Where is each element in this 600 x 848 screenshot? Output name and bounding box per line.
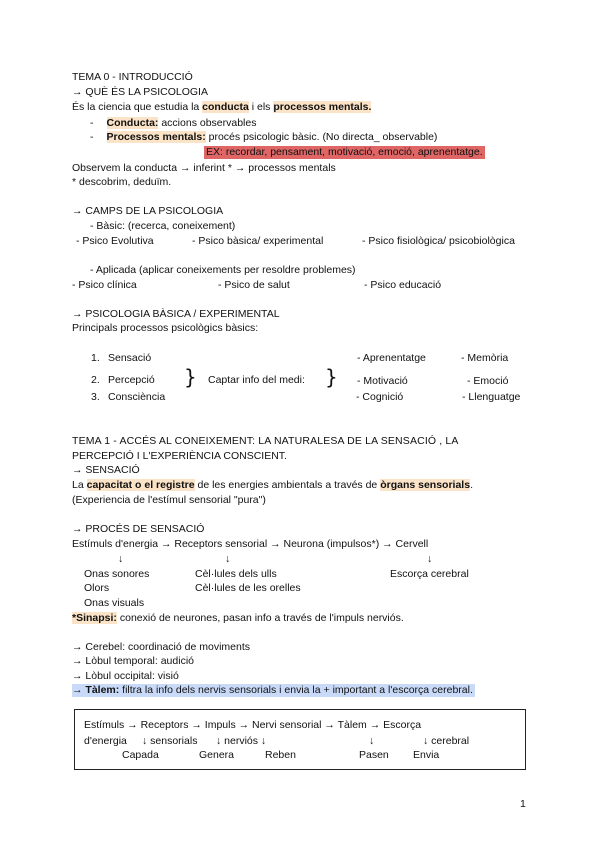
def-processos: processos mentals.	[273, 101, 372, 113]
process-right-item: - Memòria	[461, 352, 509, 364]
basic-item: - Psico fisiològica/ psicobiològica	[362, 235, 515, 247]
receptor-item: Cèl·lules de les orelles	[195, 582, 301, 594]
brain-cerebel: → Cerebel: coordinació de moviments	[72, 641, 250, 653]
box-row1: Estímuls → Receptors → Impuls → Nervi sensorial → Tàlem → Escorça	[84, 719, 422, 731]
footnote-line: * descobrim, deduïm.	[72, 176, 172, 188]
bullet-dash: -	[90, 131, 94, 143]
sens-organs: òrgans sensorials	[380, 479, 471, 491]
camps-basic: - Bàsic: (recerca, coneixement)	[90, 220, 236, 232]
process-right-item: - Cognició	[356, 391, 404, 403]
conducta-text: accions observables	[158, 117, 257, 129]
sensacio-def	[72, 479, 473, 492]
applied-item: - Psico educació	[364, 279, 442, 291]
receptor-item: Cèl·lules dels ulls	[195, 568, 277, 580]
stimulus-item: Onas sonores	[84, 568, 150, 580]
proces-chain: Estímuls d'energia → Receptors sensorial → Neurona (impulsos*) → Cervell	[72, 538, 429, 550]
box-row2-part: ↓ nerviós ↓	[216, 735, 267, 747]
talem-pre: →	[72, 684, 86, 696]
process-num: 3.	[91, 391, 100, 403]
tema1-title-line2: PERCEPCIÓ I L'EXPERIÈNCIA CONSCIENT.	[72, 450, 287, 462]
box-row3-item: Reben	[265, 749, 296, 761]
bullet-conducta	[90, 117, 256, 130]
basic-item: - Psico Evolutiva	[76, 235, 154, 247]
tema0-title: TEMA 0 - INTRODUCCIÓ	[72, 71, 193, 83]
brain-occipital: → Lòbul occipital: visió	[72, 670, 179, 682]
example-highlight: EX: recordar, pensament, motivació, emoció, aprenentatge.	[206, 146, 483, 158]
section-proces: → PROCÉS DE SENSACIÓ	[72, 523, 205, 535]
page-number: 1	[520, 798, 526, 810]
sinapsi-label: *Sinapsi:	[72, 612, 117, 624]
box-row2-part: ↓ sensorials	[142, 735, 198, 747]
section-camps: → CAMPS DE LA PSICOLOGIA	[72, 205, 224, 217]
process-right-item: - Llenguatge	[462, 391, 521, 403]
process-num: 2.	[91, 374, 100, 386]
escorca-label: Escorça cerebral	[390, 568, 469, 580]
sens-pre: La	[72, 479, 87, 491]
box-row2-part: ↓ cerebral	[423, 735, 470, 747]
bullet-processos	[90, 131, 437, 144]
brace-close: }	[325, 365, 338, 389]
brace-open: }	[184, 365, 197, 389]
stimulus-item: Onas visuals	[84, 597, 145, 609]
process-num: 1.	[91, 352, 100, 364]
box-row3-item: Capada	[122, 749, 159, 761]
process-right-item: - Motivació	[357, 375, 408, 387]
box-row3-item: Pasen	[359, 749, 389, 761]
talem-label: Tàlem:	[85, 684, 120, 696]
process-item: Consciència	[108, 391, 166, 403]
sensacio-note: (Experiencia de l'estímul sensorial "pura")	[72, 494, 266, 506]
processos-label: Processos mentals:	[106, 131, 206, 143]
camps-applied: - Aplicada (aplicar coneixements per resoldre problemes)	[90, 264, 356, 276]
down-arrow: ↓	[118, 553, 124, 565]
sinapsi-text: conexió de neurones, pasan info a través de l'impuls nerviós.	[116, 612, 404, 624]
box-row3-item: Genera	[199, 749, 235, 761]
box-row2-part: ↓	[369, 735, 375, 747]
sens-end: .	[470, 479, 473, 491]
talem-line	[72, 684, 475, 697]
brain-temporal: → Lòbul temporal: audició	[72, 655, 194, 667]
conducta-label: Conducta:	[106, 117, 159, 129]
process-item: Percepció	[108, 374, 155, 386]
talem-text: filtra la info dels nervis sensorials i envia la + important a l'escorça cerebral.	[119, 684, 473, 696]
tema1-title-line1: TEMA 1 - ACCÉS AL CONEIXEMENT: LA NATURALESA DE LA SENSACIÓ , LA	[72, 435, 459, 447]
box-row3-item: Envia	[413, 749, 440, 761]
sens-capacitat: capacitat o el registre	[86, 479, 195, 491]
process-right-item: - Emoció	[467, 375, 509, 387]
applied-item: - Psico clínica	[72, 279, 137, 291]
process-right-item: - Aprenentatge	[357, 352, 426, 364]
bullet-dash: -	[90, 117, 94, 129]
applied-item: - Psico de salut	[218, 279, 290, 291]
box-row2-part: d'energia	[84, 735, 127, 747]
process-item: Sensació	[108, 352, 152, 364]
processos-text: procés psicologic bàsic. (No directa_ observable)	[205, 131, 438, 143]
section-basica: → PSICOLOGIA BÀSICA / EXPERIMENTAL	[72, 308, 280, 320]
captar-label: Captar info del medi:	[208, 374, 305, 386]
basic-item: - Psico bàsica/ experimental	[192, 235, 324, 247]
sinapsi-line	[72, 612, 404, 625]
def-mid: i els	[248, 101, 274, 113]
section-sensacio: → SENSACIÓ	[72, 464, 140, 476]
def-pre: És la ciencia que estudia la	[72, 101, 203, 113]
observe-line: Observem la conducta → inferint * → processos mentals	[72, 162, 336, 174]
basica-intro: Principals processos psicològics bàsics:	[72, 322, 259, 334]
definition-line	[72, 101, 371, 114]
sens-mid: de les energies ambientals a través de	[194, 479, 381, 491]
def-conducta: conducta	[202, 101, 249, 113]
down-arrow: ↓	[427, 553, 433, 565]
down-arrow: ↓	[225, 553, 231, 565]
section-que-es: → QUÈ ÉS LA PSICOLOGIA	[72, 86, 208, 98]
stimulus-item: Olors	[84, 582, 110, 594]
